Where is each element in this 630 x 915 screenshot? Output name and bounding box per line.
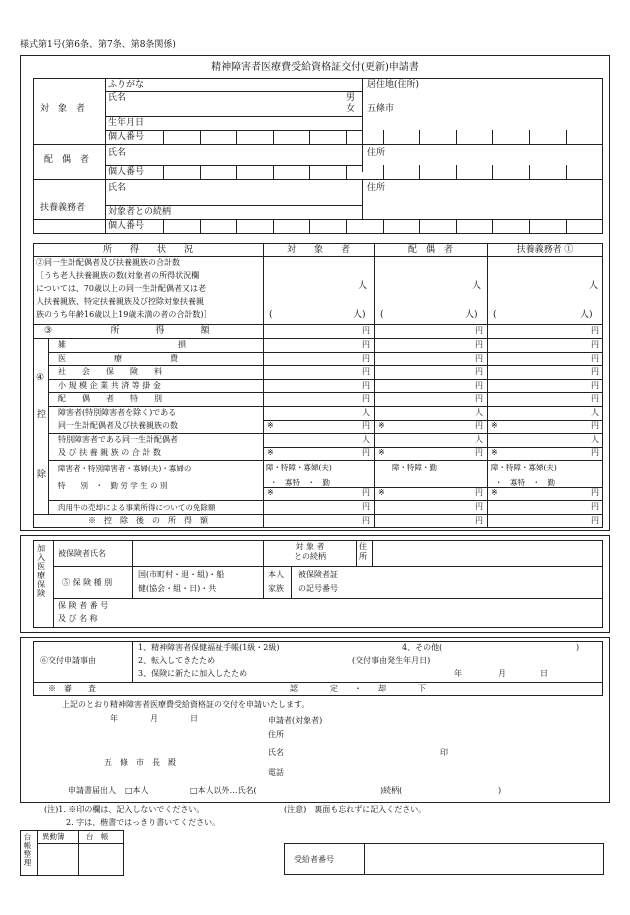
subject-paren-open: ( [269,310,273,320]
income-unit: 円 [475,354,483,363]
cert-number-line2: の記号番号 [298,584,338,593]
income-unit: 円 [475,381,483,390]
subject-paren-close: 人) [353,310,366,320]
supporter-paren-open: ( [493,310,497,320]
spouse-dependents-unit: 人 [472,281,482,291]
insured-name-label: 被保険者氏名 [58,549,106,558]
deduction-small-business: 小 規 模 企 業 共 済 等 掛 金 [58,381,161,390]
deduction-beef: 肉用牛の売却による事業所得についての免除額 [58,503,216,512]
subject-label: 対 象 者 [40,104,86,114]
dependents-line5: 族のうち年齢16歳以上19歳未満の者の合計数)］ [36,310,212,319]
income-unit: 円 [591,394,599,403]
supporter-id-label: 個人番号 [108,221,145,231]
deduction-misc-loss: 雑 損 [58,340,186,349]
deduction-disabled-b: 同一生計配偶者及び扶養親族の数 [58,421,178,430]
subject-dependents-unit: 人 [358,281,368,291]
reason-3: 3、保険に新たに加入したため [138,669,248,678]
dependents-line1: ②同一生計配偶者及び扶養親族の合計数 [36,258,180,267]
income-header-spouse: 配 偶 者 [407,245,453,255]
change-book-label: 異動簿 [42,832,65,841]
income-unit: 人 [475,435,483,444]
spouse-paren-open: ( [380,310,384,320]
income-unit: 人 [362,435,370,444]
mayor-label: 五 條 市 長 殿 [104,758,176,767]
deduction-no: ④ [36,373,45,383]
reason-2: 2、転入してきたため [138,656,216,665]
id-digit-divider [163,165,164,179]
deduction-disabled-a: 障害者(特別障害者を除く)である [58,408,177,417]
income-unit: 円 [475,394,483,403]
applicant-label: 申請者(対象者) [268,716,323,725]
id-digit-divider [163,130,164,144]
application-month: 月 [150,714,158,723]
id-digit-divider [492,219,493,233]
id-digit-divider [419,165,420,179]
applicant-phone-label: 電話 [268,768,284,777]
id-digit-divider [529,165,530,179]
official-use-mark: ※ [491,488,498,497]
id-digit-divider [529,219,530,233]
id-digit-divider [456,219,457,233]
income-unit: 円 [475,516,483,525]
seal-label: 印 [440,748,448,757]
deduction-row-divider [48,433,603,434]
income-unit: 円 [362,448,370,457]
deduction-ko: 控 [37,410,47,420]
id-digit-divider [456,165,457,179]
id-digit-divider [383,219,384,233]
income-unit: 円 [591,421,599,430]
income-unit: 円 [362,367,370,376]
reason-label: ⑥交付申請事由 [40,656,96,665]
income-unit: 円 [475,326,483,335]
review-decision: 認 定 ・ 却 下 [290,684,426,693]
deduction-row-divider [48,352,603,353]
id-digit-divider [456,130,457,144]
income-unit: 人 [591,408,599,417]
submitter-relation-label: )続柄( [380,786,403,795]
recipient-number-label: 受給者番号 [294,855,334,864]
income-unit: 円 [475,367,483,376]
dob-label: 生年月日 [108,118,145,128]
income-unit: 円 [362,394,370,403]
supporter-status-options-1: 障・特障・寡婦(夫) [491,463,557,472]
id-digit-divider [309,130,310,144]
application-year: 年 [110,714,118,723]
spouse-id-label: 個人番号 [108,167,145,177]
id-digit-divider [273,130,274,144]
insured-self-label: 本人 [268,570,284,579]
income-unit: 円 [591,354,599,363]
applicant-address-label: 住所 [268,730,284,739]
reason-day: 日 [540,669,548,678]
deduction-row-divider [48,365,603,366]
subject-name-label: 氏名 [108,93,127,103]
deduction-medical: 医 療 費 [58,354,178,363]
income-unit: 円 [475,421,483,430]
income-unit: 円 [362,326,370,335]
deduction-subrow-divider [263,487,603,488]
id-digit-divider [309,165,310,179]
income-unit: 円 [475,502,483,511]
reason-year: 年 [454,669,462,678]
income-unit: 円 [362,516,370,525]
id-digit-divider [346,130,347,144]
form-title: 精神障害者医療費受給資格証交付(更新)申請書 [211,62,419,73]
deduction-social-insurance: 社 会 保 険 料 [58,367,162,376]
residence-label: 居住地(住所) [367,80,420,90]
id-digit-divider [236,219,237,233]
insurance-type-line2: 健(協会・組・日)・共 [138,584,217,593]
id-digit-divider [309,219,310,233]
post-deduction-income-label: ※ 控 除 後 の 所 得 額 [88,516,208,525]
id-digit-divider [236,130,237,144]
female-label: 女 [346,104,356,114]
supporter-status-options-2: ・ 寡特 ・ 勤 [495,478,555,487]
income-unit: 円 [475,488,483,497]
reason-4: 4、その他( [402,643,443,652]
relation-label: 対象者との続柄 [108,207,172,217]
reason-1: 1、精神障害者保健福祉手帳(1級・2級) [138,643,280,652]
spouse-label: 配 偶 者 [44,155,90,165]
income-unit: 円 [591,502,599,511]
deduction-row-divider [48,406,603,407]
income-unit: 円 [362,421,370,430]
spouse-status-options: 障・特障・勤 [392,463,437,472]
income-unit: 人 [591,435,599,444]
deduction-subrow-divider [263,447,603,448]
id-digit-divider [566,219,567,233]
income-unit: 円 [591,488,599,497]
insurance-side-label: 加入医療保険 [36,544,46,598]
submitter-label: 申請書届出人 [68,786,116,795]
review-label: ※ 審 査 [48,684,96,693]
spouse-name-label: 氏名 [108,148,127,158]
id-digit-divider [419,219,420,233]
subject-status-options-2: ・ 寡特 ・ 勤 [270,478,330,487]
id-digit-divider [200,130,201,144]
note-2: 2. 字は、楷書ではっきり書いてください。 [66,818,221,827]
deduction-row-divider [48,460,603,461]
dependents-line4: 人扶養親族、特定扶養親族及び控除対象扶養親 [36,297,204,306]
insurance-type-label: ⑤ 保 険 種 別 [62,578,113,587]
applicant-name-label: 氏名 [268,748,284,757]
submitter-other-checkbox[interactable]: □本人以外…氏名( [190,786,257,795]
income-header-supporter: 扶養義務者 ① [516,245,574,255]
deduction-status-a: 障害者・特別障害者・寡婦(夫)・寡婦の [58,464,192,473]
income-unit: 円 [591,516,599,525]
id-digit-divider [200,219,201,233]
reason-month: 月 [498,669,506,678]
official-use-mark: ※ [267,488,274,497]
income-amount-label: 所 得 額 [110,326,210,336]
official-use-mark: ※ [378,448,385,457]
insurance-type-line1: 国(市町村・退・組)・船 [138,570,225,579]
subject-status-options-1: 障・特障・寡婦(夫) [266,463,332,472]
application-day: 日 [190,714,198,723]
supporter-label: 扶養義務者 [40,203,86,213]
id-digit-divider [236,165,237,179]
reason-date-label: (交付事由発生年月日) [352,656,431,665]
insurer-line2: 及 び 名 称 [58,614,98,623]
deduction-status-b: 特 別 ・ 勤 労 学 生 の 別 [58,481,168,490]
id-digit-divider [346,219,347,233]
spouse-address-label: 住所 [367,148,386,158]
income-unit: 円 [362,354,370,363]
subject-id-label: 個人番号 [108,132,145,142]
spouse-paren-close: 人) [465,310,478,320]
form-number: 様式第1号(第6条、第7条、第8条関係) [20,40,176,50]
official-use-mark: ※ [491,448,498,457]
deduction-row-divider [48,392,603,393]
deduction-special-disabled-a: 特別障害者である同一生計配偶者 [58,435,178,444]
dependents-line2: ［うち老人扶養親族の数(対象者の所得状況欄 [36,271,200,280]
insured-relation-label: 対 象 者 との続柄 [294,542,326,561]
income-header-label: 所 得 状 況 [102,245,193,255]
id-digit-divider [200,165,201,179]
deduction-subrow-divider [263,420,603,421]
note-caution: (注意) 裏面も忘れずに記入ください。 [284,805,427,814]
city-label: 五條市 [367,104,395,114]
deduction-spouse-special: 配 偶 者 特 別 [58,394,162,403]
income-unit: 円 [362,340,370,349]
id-digit-divider [529,130,530,144]
income-unit: 円 [362,381,370,390]
deduction-special-disabled-b: 及 び 扶 養 親 族 の 合 計 数 [58,448,161,457]
deduction-jo: 除 [37,470,47,480]
official-use-mark: ※ [267,421,274,430]
dependents-line3: については、70歳以上の同一生計配偶者又は老 [36,284,207,293]
submitter-close: ) [498,786,502,795]
income-unit: 円 [362,502,370,511]
deduction-row-divider [48,500,603,501]
id-digit-divider [566,130,567,144]
income-unit: 円 [591,381,599,390]
supporter-address-label: 住所 [367,183,386,193]
insurer-line1: 保 険 者 番 号 [58,601,109,610]
income-amount-no: ③ [44,326,53,336]
submitter-self-checkbox[interactable]: □本人 [125,786,149,795]
id-digit-divider [383,130,384,144]
id-digit-divider [273,165,274,179]
supporter-dependents-unit: 人 [589,281,599,291]
insured-address-label: 住 所 [359,542,367,561]
id-digit-divider [492,165,493,179]
income-unit: 人 [475,408,483,417]
id-digit-divider [346,165,347,179]
income-unit: 円 [591,340,599,349]
official-use-mark: ※ [267,448,274,457]
id-digit-divider [566,165,567,179]
id-digit-divider [273,219,274,233]
income-header-subject: 対 象 者 [286,245,350,255]
ledger-label: 台 帳 [86,832,109,841]
deduction-row-divider [48,379,603,380]
income-unit: 円 [591,448,599,457]
id-digit-divider [492,130,493,144]
income-unit: 円 [591,367,599,376]
ledger-side-label: 台帳整理 [23,833,32,867]
income-unit: 人 [362,408,370,417]
income-unit: 円 [475,448,483,457]
official-use-mark: ※ [378,488,385,497]
supporter-paren-close: 人) [580,310,593,320]
reason-4-close: ) [576,643,580,652]
supporter-name-label: 氏名 [108,183,127,193]
income-unit: 円 [475,340,483,349]
id-digit-divider [419,130,420,144]
id-digit-divider [383,165,384,179]
note-1: (注)1. ※印の欄は、記入しないでください。 [44,805,205,814]
application-statement: 上記のとおり精神障害者医療費受給資格証の交付を申請いたします。 [62,700,310,709]
id-digit-divider [163,219,164,233]
income-unit: 円 [591,326,599,335]
furigana-label: ふりがな [108,80,145,90]
male-label: 男 [346,93,356,103]
cert-number-line1: 被保険者証 [298,570,338,579]
insured-family-label: 家族 [268,584,284,593]
income-unit: 円 [362,488,370,497]
official-use-mark: ※ [491,421,498,430]
official-use-mark: ※ [378,421,385,430]
